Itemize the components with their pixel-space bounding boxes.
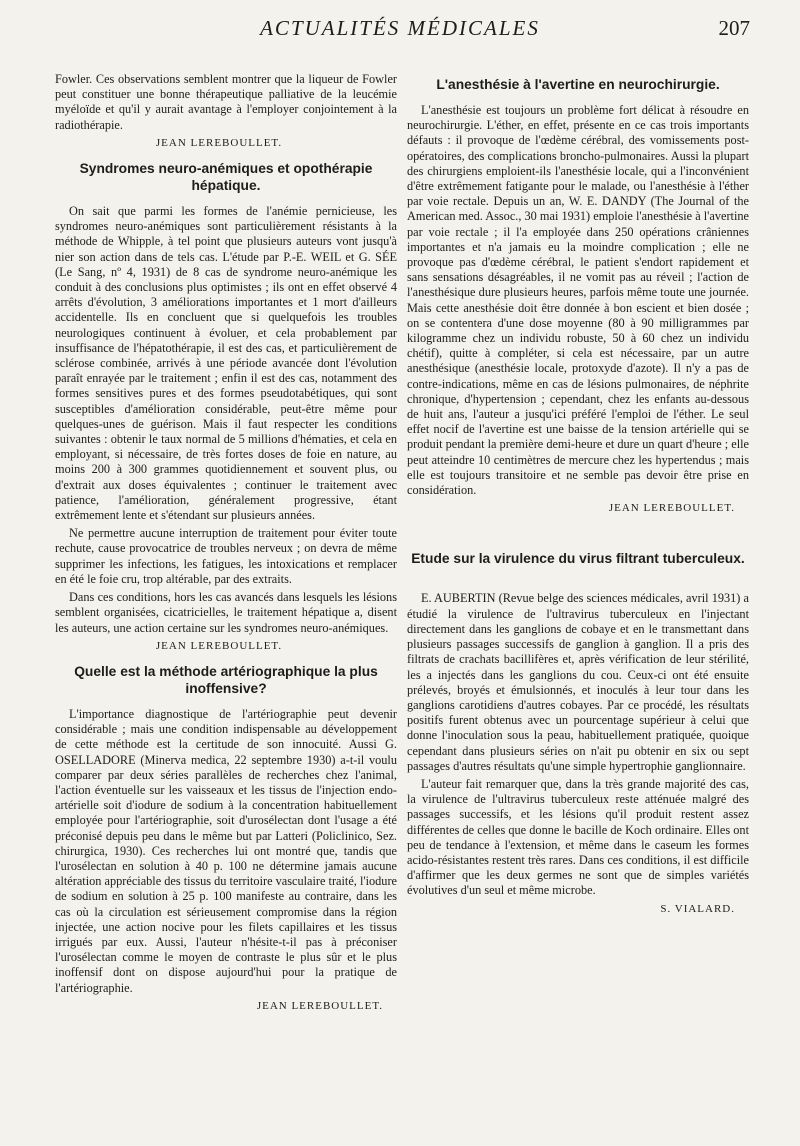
article-title-avertine: L'anesthésie à l'avertine en neurochirurgie. bbox=[436, 77, 720, 92]
article-paragraph: Ne permettre aucune interruption de traitement pour éviter toute rechute, cause provocatrice de troubles nerveux ; on devra de même supprimer les infections, les fatigues, les intoxications et remplacer en été le foie cru, trop altérable, par des extraits. bbox=[55, 526, 397, 586]
article-paragraph: E. AUBERTIN (Revue belge des sciences médicales, avril 1931) a étudié la virulence de l'ultravirus tuberculeux en l'injectant directement dans les ganglions de cobaye et en le transmettant dans plusieurs passages successifs de ganglion à ganglion. Il a pris des filtrats de crachats bacillifères et, après vérification de leur stérilité, les a injectés dans les ganglions du cou. Ceux-ci ont été ensuite prélevés, broyés et émulsionnés, et inoculés à leur tour dans les ganglions carotidiens d'autres cobayes. Par ce procédé, les résultats positifs furent obtenus avec un pourcentage supérieur à celui que donne l'inoculation sous la peau, habituellement pratiquée, quoique cependant dans plusieurs séries on n'ait pu obtenir en six ou sept passages d'autres résultats qu'une simple hypertrophie ganglionnaire. bbox=[407, 591, 749, 773]
article-title-virulence: Etude sur la virulence du virus filtrant tuberculeux. bbox=[411, 551, 745, 567]
article-paragraph: On sait que parmi les formes de l'anémie pernicieuse, les syndromes neuro-anémiques sont particulièrement résistants à la méthode de Whipple, à tel point que plusieurs auteurs vont jusqu'à nier son action dans de tels cas. L'étude par P.-E. WEIL et G. SÉE (Le Sang, nº 4, 1931) de 8 cas de syndrome neuro-anémique les conduit à des conclusions plus optimistes ; ils ont en effet observé 4 arrêts d'évolution, 3 améliorations importantes et 1 mort d'ailleurs accidentelle. Ils en concluent que si quelquefois les troubles neurologiques continuent à évoluer, et cela probablement par insuffisance de l'hépatothérapie, il est des cas, et particulièrement de sclérose combinée, arrivés à une période avancée dont l'évolution paraît enrayée par le traitement ; enfin il est des cas, notamment des formes sensitives pures et des formes pseudotabétiques, qui sont susceptibles d'amélioration considérable, peut-être même pour quelques-unes de guérison. Mais il faut respecter les conditions suivantes : obtenir le taux normal de 5 millions d'hématies, et cela en employant, si nécessaire, de très fortes doses de foie en nature, au moins 200 à 300 grammes quotidiennement et souvent plus, ou d'extrait aux doses équivalentes ; continuer le traitement avec patience, l'amélioration, généralement progressive, étant extrêmement lente et s'étendant sur plusieurs années. bbox=[55, 204, 397, 523]
section-gap bbox=[407, 524, 749, 546]
article-signature: JEAN LEREBOULLET. bbox=[155, 639, 283, 652]
article-title-syndromes: Syndromes neuro-anémiques et opothérapie hépatique. bbox=[79, 161, 373, 194]
article-signature: JEAN LEREBOULLET. bbox=[256, 999, 383, 1012]
article-paragraph: L'auteur fait remarquer que, dans la très grande majorité des cas, la virulence de l'ultravirus tuberculeux reste atténuée malgré des passages successifs, et les lésions qu'il produit restent assez différentes de celles que donne le bacille de Koch ordinaire. Elles ont peu de tendance à l'extension, et même dans le caseum les formes acido-résistantes restent très rares. Dans ces conditions, il est difficile d'affirmer que les deux germes ne sont que de simples variétés évolutives d'un seul et même microbe. bbox=[407, 776, 749, 898]
left-column bbox=[55, 72, 397, 1022]
page-header bbox=[0, 10, 800, 50]
article-paragraph: L'importance diagnostique de l'artériographie peut devenir considérable ; mais une condition indispensable au développement de cette méthode est la certitude de son innocuité. Aussi G. OSELLADORE (Minerva medica, 22 septembre 1930) a-t-il voulu comparer par deux séries parallèles de recherches chez l'animal, l'action éventuelle sur les vaisseaux et les tissus de l'injection endo-artérielle soit d'iodure de sodium à la concentration habituellement employée pour l'artériographie, soit d'urosélectan dont l'usage a été préconisé depuis peu dans le même but par Latteri (Policlinico, Sez. chirurgica, 1930). Ces recherches lui ont montré que, tandis que l'urosélectan en solution à 40 p. 100 ne détermine jamais aucune altération appréciable des tissus du territoire vasculaire traité, l'iodure de sodium en solution à 25 p. 100 manifeste au contraire, dans les cas où la circulation est sérieusement compromise dans la région injectée, une action nocive pour les filets capillaires et les tissus irrigués par eux. Aussi, l'auteur n'hésite-t-il pas à préconiser l'urosélectan comme le moyen de contraste le plus sûr et le plus inoffensif dont on dispose aujourd'hui pour la pratique de l'artériographie. bbox=[55, 706, 397, 995]
right-column bbox=[407, 72, 749, 925]
article-paragraph: L'anesthésie est toujours un problème fort délicat à résoudre en neurochirurgie. L'éther, en effet, présente en ce cas trois importants défauts : il provoque de l'œdème cérébral, des vomissements post-opératoires, des complications broncho-pulmonaires. Aussi la plupart des chirurgiens emploient-ils l'anesthésie locale, qui a l'inconvénient d'être extrêmement fatigante pour le malade, ou l'anesthésie à l'éther par voie rectale. Depuis un an, W. E. DANDY (The Journal of the American med. Assoc., 30 mai 1931) emploie l'anesthésie à l'avertine par voie rectale ; il l'a employée dans 250 opérations crâniennes importantes et n'a jamais eu la moindre complication ; elle ne provoque pas d'œdème cérébral, le patient s'endort rapidement et sans sensations désagréables, il ne vomit pas au réveil ; l'action de l'anesthésique dure plusieurs heures, parfois même toute une journée. Mais cette anesthésie doit être donnée à bon escient et bien dosée ; on se contentera d'une dose moyenne (80 à 90 milligrammes par kilogramme chez un individu robuste, 50 à 60 chez un individu chétif), quitte à compléter, si cela est nécessaire, par un autre anesthésique (anesthésie locale, protoxyde d'azote). Il n'y a pas de contre-indications, même en cas de lésions pulmonaires, de néphrite chronique, d'hypertension ; cependant, chez les enfants au-dessous de huit ans, l'auteur a jusqu'ici préféré l'emploi de l'éther. Le seul effet nocif de l'avertine est une baisse de la tension artérielle qui se produit pendant la première demi-heure et dure un quart d'heure ; elle peut atteindre 10 centimètres de mercure chez les hypertendus ; mais elle est toujours transitoire et ne semble pas devoir être prise en considération. bbox=[407, 103, 749, 498]
article-signature: S. VIALARD. bbox=[660, 902, 735, 915]
running-title: ACTUALITÉS MÉDICALES bbox=[260, 16, 540, 40]
section-gap bbox=[407, 577, 749, 591]
article-signature: JEAN LEREBOULLET. bbox=[608, 502, 735, 515]
carryover-signature: JEAN LEREBOULLET. bbox=[155, 136, 283, 149]
article-paragraph: Dans ces conditions, hors les cas avancés dans lesquels les lésions semblent organisées, cicatricielles, le traitement hépatique a, disent les auteurs, une action certaine sur les syndromes neuro-anémiques. bbox=[55, 590, 397, 635]
carryover-paragraph: Fowler. Ces observations semblent montrer que la liqueur de Fowler peut constituer une bonne thérapeutique palliative de la leucémie myéloïde et qu'il y aurait avantage à l'employer conjointement à la radiothérapie. bbox=[55, 72, 397, 132]
article-title-arteriographie: Quelle est la méthode artériographique la plus inoffensive? bbox=[74, 663, 378, 696]
page-number: 207 bbox=[718, 16, 750, 40]
